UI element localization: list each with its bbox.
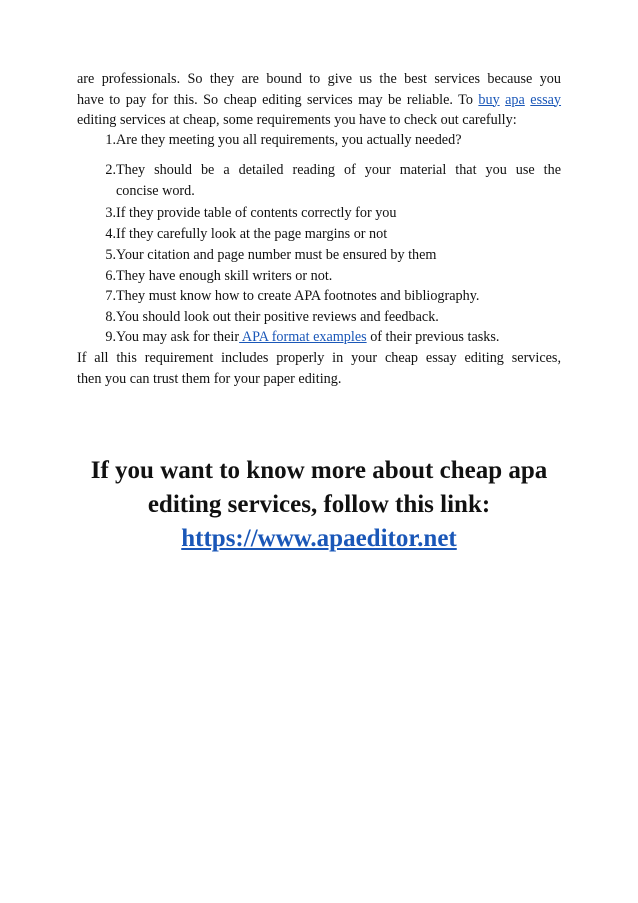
list-number: 2. [105, 162, 116, 178]
cta-heading [0, 454, 638, 556]
intro-line-2-text: have to pay for this. So cheap editing services may be reliable. To [77, 91, 479, 108]
closing-paragraph [77, 348, 561, 389]
list-number: 1. [105, 132, 116, 148]
list-text: You should look out their positive reviews and feedback. [116, 309, 439, 325]
list-text: Your citation and page number must be ensured by them [116, 247, 437, 263]
apaeditor-link[interactable]: https://www.apaeditor.net [181, 525, 457, 552]
closing-line-2: then you can trust them for your paper editing. [77, 370, 342, 387]
list-number: 7. [105, 288, 116, 304]
list-text: They must know how to create APA footnotes and bibliography. [116, 288, 480, 304]
apa-link[interactable]: apa [505, 91, 525, 108]
essay-link[interactable]: essay [530, 91, 562, 108]
list-text [116, 160, 561, 201]
list-number: 4. [105, 226, 116, 242]
list-text: If they provide table of contents correctly for you [116, 205, 397, 221]
list-text-line-2: concise word. [116, 182, 195, 199]
list-text-before: You may ask for their [116, 329, 240, 345]
list-text: They have enough skill writers or not. [116, 268, 333, 284]
buy-link[interactable]: buy [478, 91, 500, 108]
list-text: Are they meeting you all requirements, you actually needed? [116, 132, 462, 148]
intro-line-1: are professionals. So they are bound to give us the best services because you [77, 71, 561, 87]
intro-paragraph [77, 69, 561, 131]
apa-format-examples-link[interactable]: APA format examples [239, 329, 367, 345]
list-text: If they carefully look at the page margins or not [116, 226, 388, 242]
list-number: 3. [105, 205, 116, 221]
list-number: 8. [105, 309, 116, 325]
intro-line-2 [77, 90, 561, 111]
list-number: 6. [105, 268, 116, 284]
list-number: 5. [105, 247, 116, 263]
cta-line-2: editing services, follow this link: [147, 491, 491, 518]
list-number: 9. [105, 329, 116, 345]
list-text [116, 327, 561, 348]
list-text-line-1: They should be a detailed reading of your material that you use the [116, 162, 561, 178]
intro-line-3: editing services at cheap, some requirements you have to check out carefully: [77, 112, 517, 128]
cta-line-1: If you want to know more about cheap apa [90, 457, 548, 484]
closing-line-1: If all this requirement includes properly in your cheap essay editing services, [77, 350, 561, 366]
list-text-after: of their previous tasks. [366, 329, 500, 345]
